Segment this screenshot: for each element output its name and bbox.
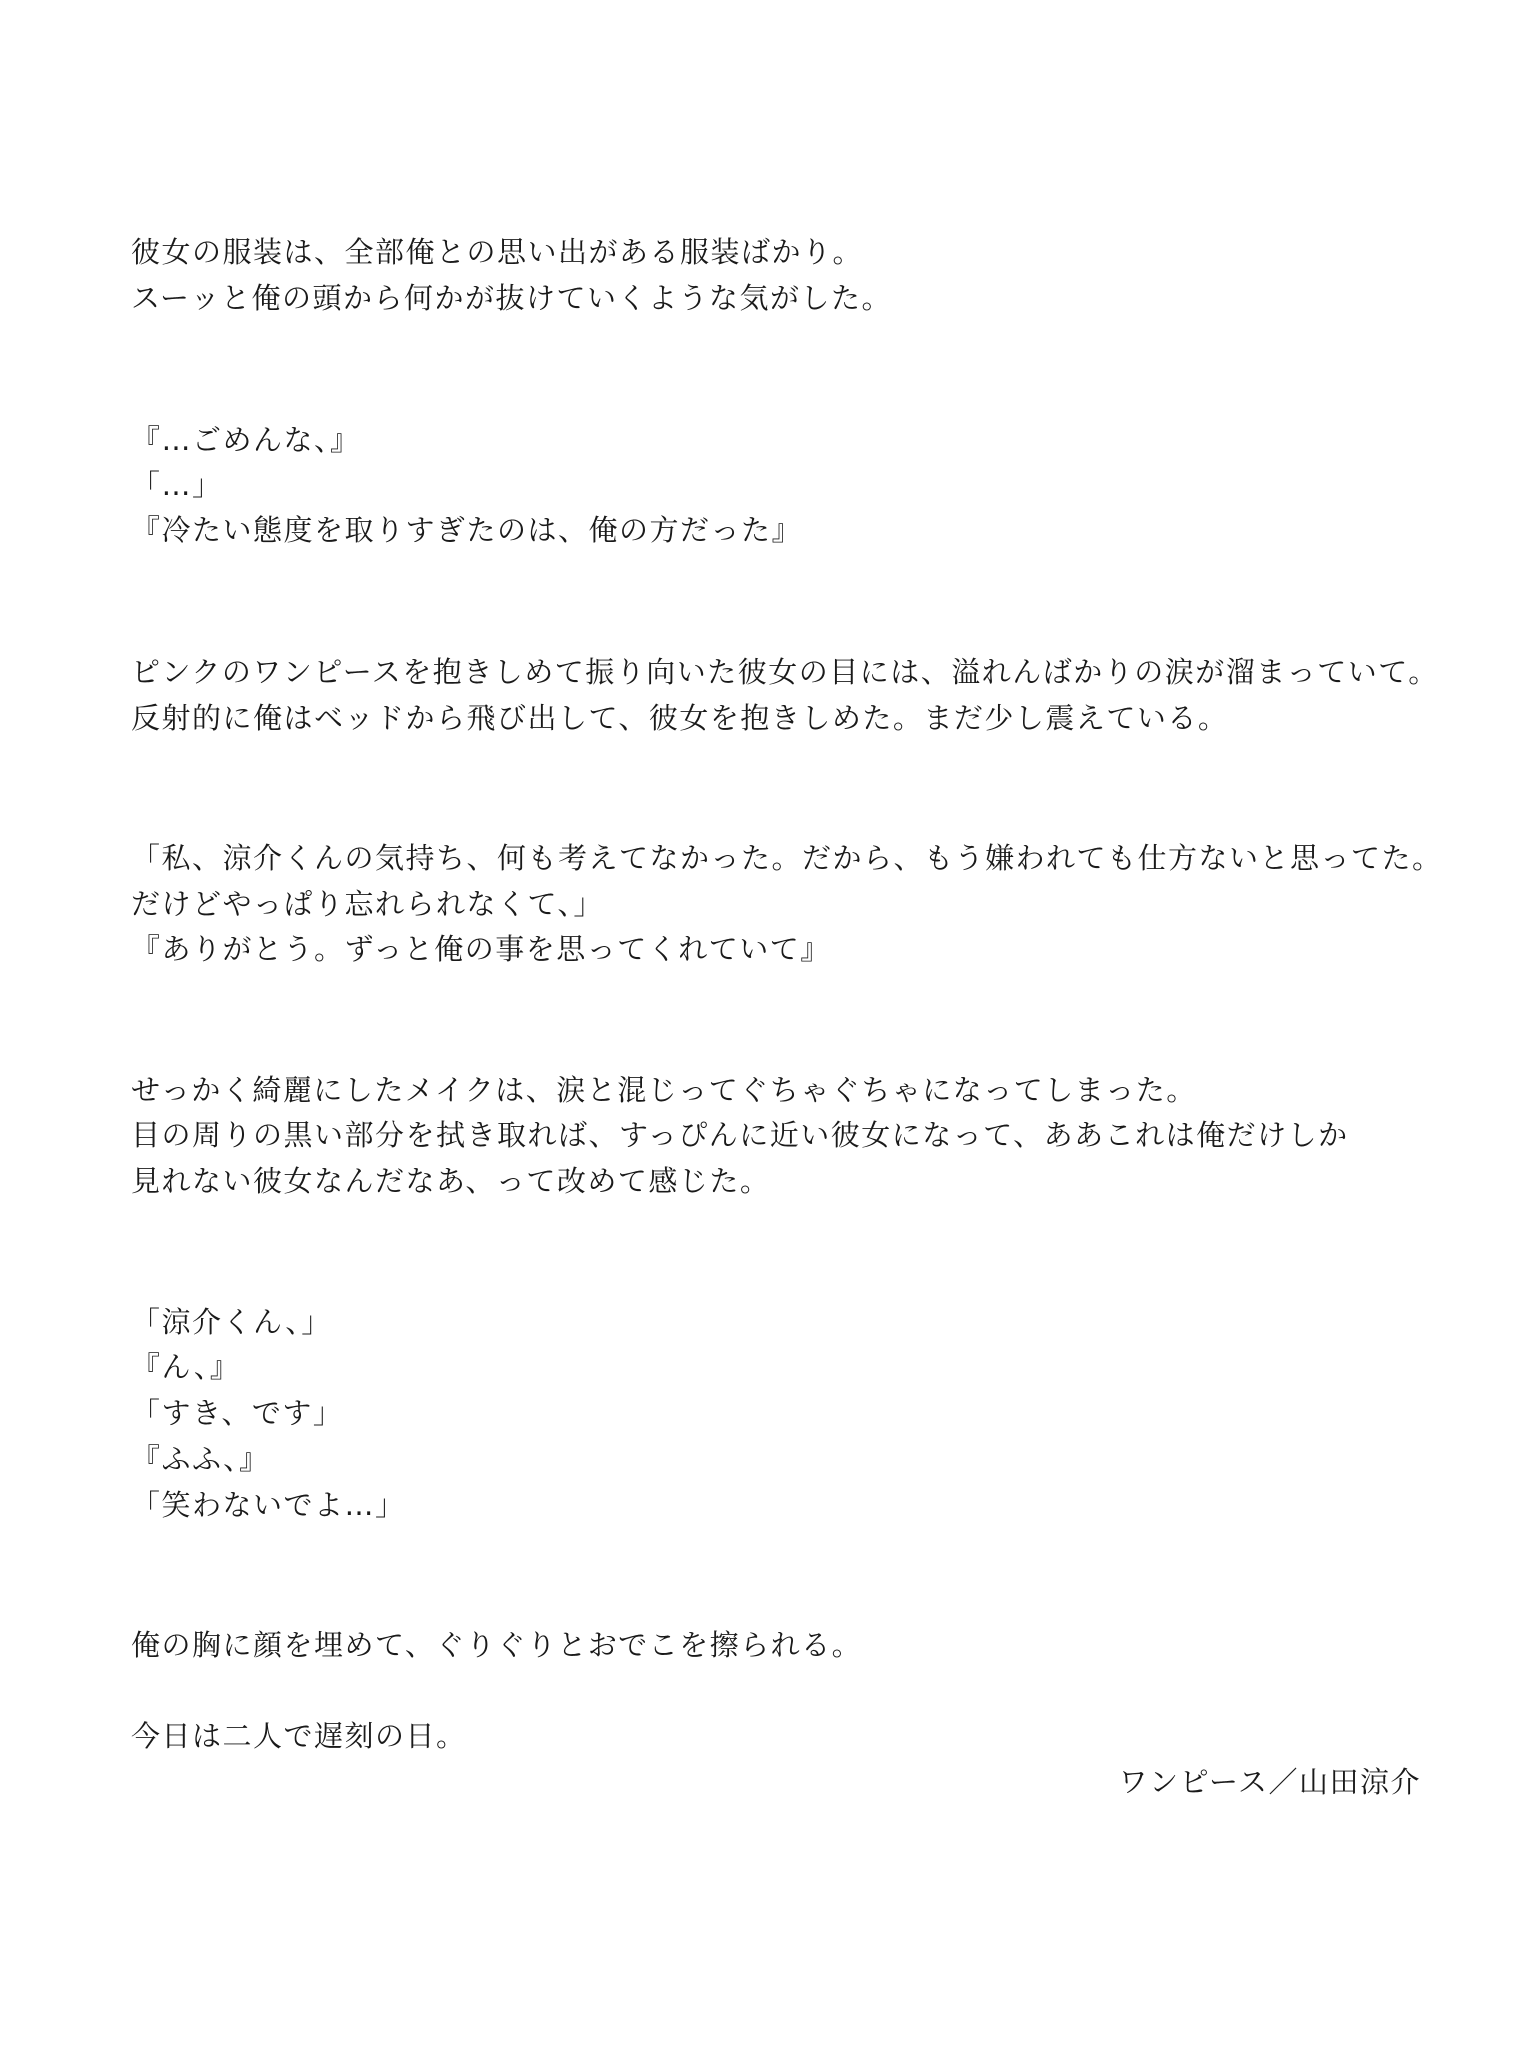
text-line: ピンクのワンピースを抱きしめて振り向いた彼女の目には、溢れんばかりの涙が溜まっていて。 xyxy=(131,655,1439,689)
dialogue-line: 「笑わないでよ…」 xyxy=(131,1488,406,1522)
text-line: 見れない彼女なんだなあ、って改めて感じた。 xyxy=(131,1164,771,1198)
dialogue-line: 『冷たい態度を取りすぎたのは、俺の方だった』 xyxy=(131,513,803,547)
text-line: 目の周りの黒い部分を拭き取れば、すっぴんに近い彼女になって、ああこれは俺だけしか xyxy=(131,1118,1349,1152)
dialogue-line: 「すき、です」 xyxy=(131,1396,344,1430)
text-line: 今日は二人で遅刻の日。 xyxy=(131,1719,467,1753)
text-line: 彼女の服装は、全部俺との思い出がある服装ばかり。 xyxy=(131,235,864,269)
text-line: 俺の胸に顔を埋めて、ぐりぐりとおでこを擦られる。 xyxy=(131,1628,863,1662)
dialogue-line: 「涼介くん、」 xyxy=(131,1305,332,1339)
text-line: スーッと俺の頭から何かが抜けていくような気がした。 xyxy=(131,281,893,315)
dialogue-line: 『ふふ、』 xyxy=(131,1442,270,1476)
text-line: せっかく綺麗にしたメイクは、涙と混じってぐちゃぐちゃになってしまった。 xyxy=(131,1073,1197,1107)
text-line: 反射的に俺はベッドから飛び出して、彼女を抱きしめた。まだ少し震えている。 xyxy=(131,701,1229,735)
signature: ワンピース／山田涼介 xyxy=(1118,1765,1421,1799)
dialogue-line: 「…」 xyxy=(131,468,223,502)
dialogue-line: 「私、涼介くんの気持ち、何も考えてなかった。だから、もう嫌われても仕方ないと思ってた。 xyxy=(131,841,1443,875)
dialogue-line: だけどやっぱり忘れられなくて、」 xyxy=(131,887,604,921)
dialogue-line: 『…ごめんな、』 xyxy=(131,423,361,457)
dialogue-line: 『ありがとう。ずっと俺の事を思ってくれていて』 xyxy=(131,932,831,966)
dialogue-line: 『ん、』 xyxy=(131,1350,241,1384)
